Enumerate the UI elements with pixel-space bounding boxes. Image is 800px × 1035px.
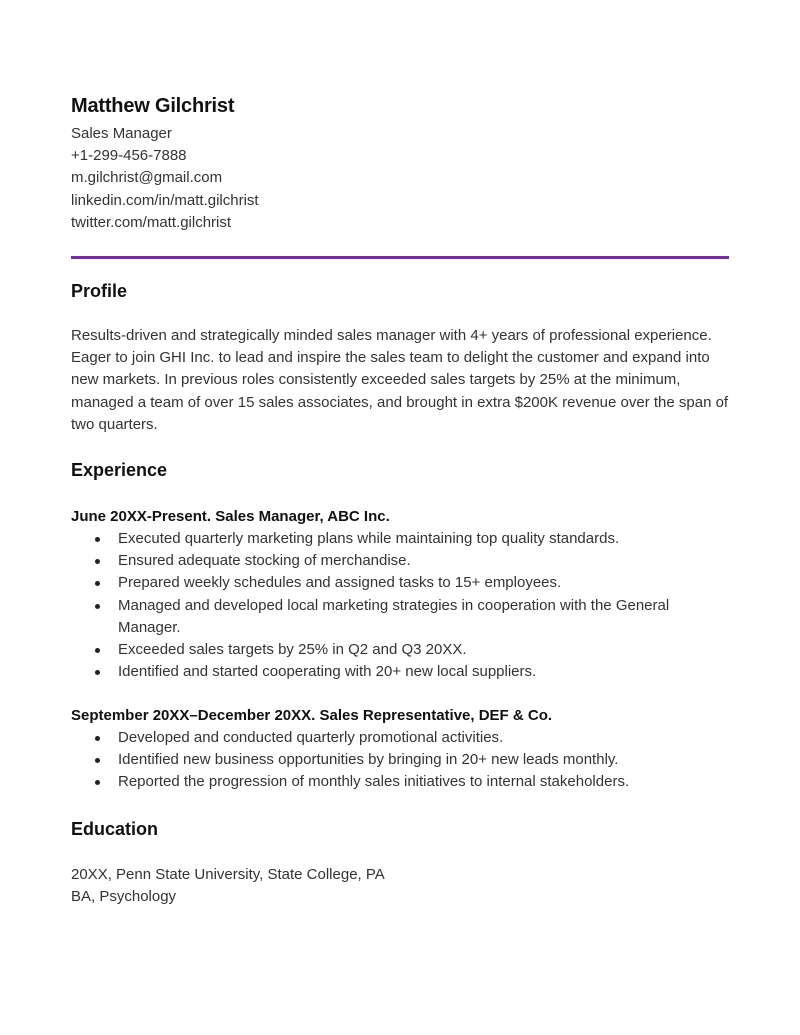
- bullet-text: Prepared weekly schedules and assigned tasks to 15+ employees.: [118, 574, 562, 592]
- list-item: [71, 639, 731, 661]
- profile-text: Results-driven and strategically minded sales manager with 4+ years of professional experience. Eager to join GHI Inc. to lead and inspire the sales team to delight the customer and expand into new markets. In previous roles consistently exceeded sales targets by 25% at the minimum, managed a team of over 15 sales associates, and brought in extra $200K revenue over the span of two quarters.: [71, 327, 729, 433]
- bullet-text: Managed and developed local marketing strategies in cooperation with the General Manager.: [118, 596, 670, 636]
- twitter-link[interactable]: twitter.com/matt.gilchrist: [71, 213, 232, 231]
- bullet-text: Identified and started cooperating with 20+ new local suppliers.: [118, 663, 537, 681]
- bullet-text: Reported the progression of monthly sales initiatives to internal stakeholders.: [118, 773, 630, 791]
- job-bullet-list: [71, 528, 731, 683]
- list-item: [71, 661, 731, 683]
- list-item: [71, 727, 731, 749]
- profile-heading: Profile: [71, 281, 128, 301]
- header-divider: [71, 256, 729, 259]
- job-title-line: Sales Manager: [71, 125, 172, 142]
- candidate-name: Matthew Gilchrist: [71, 95, 235, 117]
- contact-block: [71, 123, 259, 234]
- bullet-text: Identified new business opportunities by bringing in 20+ new leads monthly.: [118, 751, 619, 769]
- email-address[interactable]: m.gilchrist@gmail.com: [71, 169, 223, 187]
- bullet-text: Exceeded sales targets by 25% in Q2 and Q3 20XX.: [118, 641, 467, 659]
- bullet-icon: [95, 670, 100, 675]
- bullet-icon: [95, 648, 100, 653]
- bullet-icon: [95, 736, 100, 741]
- bullet-icon: [95, 604, 100, 609]
- job-title: September 20XX–December 20XX. Sales Representative, DEF & Co.: [71, 707, 553, 724]
- list-item: [71, 749, 731, 771]
- phone-number: +1-299-456-7888: [71, 147, 187, 165]
- experience-heading: Experience: [71, 460, 168, 480]
- education-degree: BA, Psychology: [71, 888, 177, 906]
- list-item: [71, 550, 731, 572]
- list-item: [71, 595, 731, 639]
- list-item: [71, 771, 731, 793]
- education-heading: Education: [71, 819, 159, 839]
- list-item: [71, 572, 731, 594]
- linkedin-link[interactable]: linkedin.com/in/matt.gilchrist: [71, 191, 259, 209]
- job-title: June 20XX-Present. Sales Manager, ABC Inc.: [71, 508, 390, 525]
- list-item: [71, 528, 731, 550]
- bullet-text: Developed and conducted quarterly promotional activities.: [118, 729, 504, 746]
- bullet-icon: [95, 559, 100, 564]
- education-block: [71, 864, 385, 908]
- bullet-icon: [95, 780, 100, 785]
- bullet-icon: [95, 537, 100, 542]
- bullet-icon: [95, 581, 100, 586]
- job-bullet-list: [71, 727, 731, 794]
- education-school: 20XX, Penn State University, State College, PA: [71, 866, 385, 883]
- bullet-icon: [95, 758, 100, 763]
- bullet-text: Ensured adequate stocking of merchandise.: [118, 552, 411, 570]
- bullet-text: Executed quarterly marketing plans while maintaining top quality standards.: [118, 530, 620, 547]
